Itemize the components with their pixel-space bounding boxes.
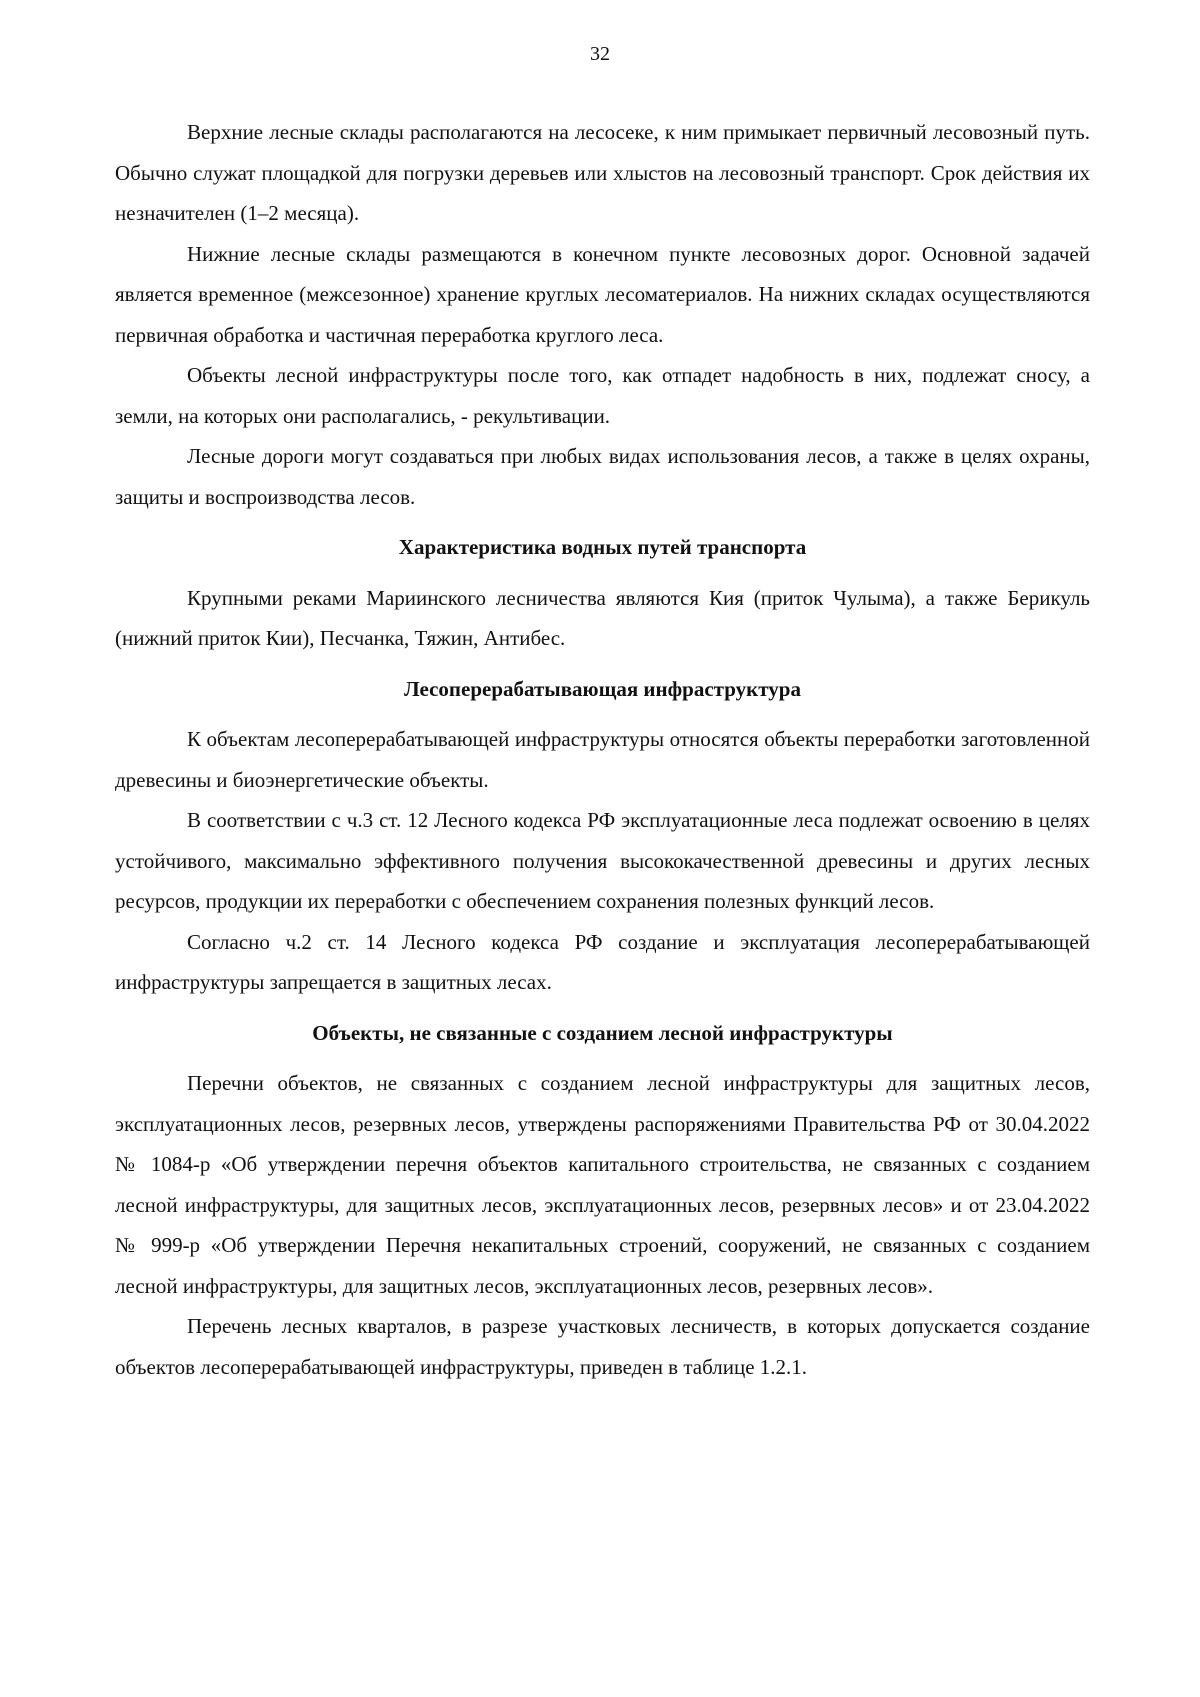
page-body <box>115 112 1090 1387</box>
paragraph-article-14: Согласно ч.2 ст. 14 Лесного кодекса РФ создание и эксплуатация лесоперерабатывающей инфраструктуры запрещается в защитных лесах. <box>115 929 1090 994</box>
paragraph-quarters-list: Перечень лесных кварталов, в разрезе участковых лесничеств, в которых допускается создание объектов лесоперерабатывающей инфраструктуры, приведен в таблице 1.2.1. <box>115 1314 1090 1379</box>
paragraph-forest-roads: Лесные дороги могут создаваться при любых видах использования лесов, а также в целях охраны, защиты и воспроизводства лесов. <box>115 444 1090 509</box>
paragraph-rivers: Крупными реками Мариинского лесничества являются Кия (приток Чулыма), а также Берикуль (нижний приток Кии), Песчанка, Тяжин, Антибес. <box>115 585 1090 650</box>
page-number: 32 <box>590 43 610 65</box>
paragraph-government-orders: Перечни объектов, не связанных с созданием лесной инфраструктуры для защитных лесов, эксплуатационных лесов, резервных лесов, утверждены распоряжениями Правительства РФ от 30.04.2022 № 1084-р «Об утверждении перечня объектов капитального строительства, не связанных с созданием лесной инфраструктуры, для защитных лесов, эксплуатационных лесов, резервных лесов» и от 23.04.2022 № 999-р «Об утверждении Перечня некапитальных строений, сооружений, не связанных с созданием лесной инфраструктуры, для защитных лесов, эксплуатационных лесов, резервных лесов». <box>115 1071 1090 1298</box>
paragraph-infrastructure-removal: Объекты лесной инфраструктуры после того, как отпадет надобность в них, подлежат сносу, а земли, на которых они располагались, - рекультивации. <box>115 363 1090 428</box>
heading-waterways: Характеристика водных путей транспорта <box>398 535 807 559</box>
heading-wood-processing: Лесоперерабатывающая инфраструктура <box>404 676 801 701</box>
paragraph-upper-warehouses: Верхние лесные склады располагаются на лесосеке, к ним примыкает первичный лесовозный путь. Обычно служат площадкой для погрузки деревьев или хлыстов на лесовозный транспорт. Срок действия их незначителен (1–2 месяца). <box>115 120 1090 225</box>
paragraph-article-12: В соответствии с ч.3 ст. 12 Лесного кодекса РФ эксплуатационные леса подлежат освоению в целях устойчивого, максимально эффективного получения высококачественной древесины и других лесных ресурсов, продукции их переработки с обеспечением сохранения полезных функций лесов. <box>115 808 1090 913</box>
paragraph-lower-warehouses: Нижние лесные склады размещаются в конечном пункте лесовозных дорог. Основной задачей является временное (межсезонное) хранение круглых лесоматериалов. На нижних складах осуществляются первичная обработка и частичная переработка круглого леса. <box>115 241 1090 347</box>
heading-non-infrastructure-objects: Объекты, не связанные с созданием лесной инфраструктуры <box>312 1020 893 1045</box>
paragraph-processing-objects: К объектам лесоперерабатывающей инфраструктуры относятся объекты переработки заготовленной древесины и биоэнергетические объекты. <box>115 727 1090 792</box>
